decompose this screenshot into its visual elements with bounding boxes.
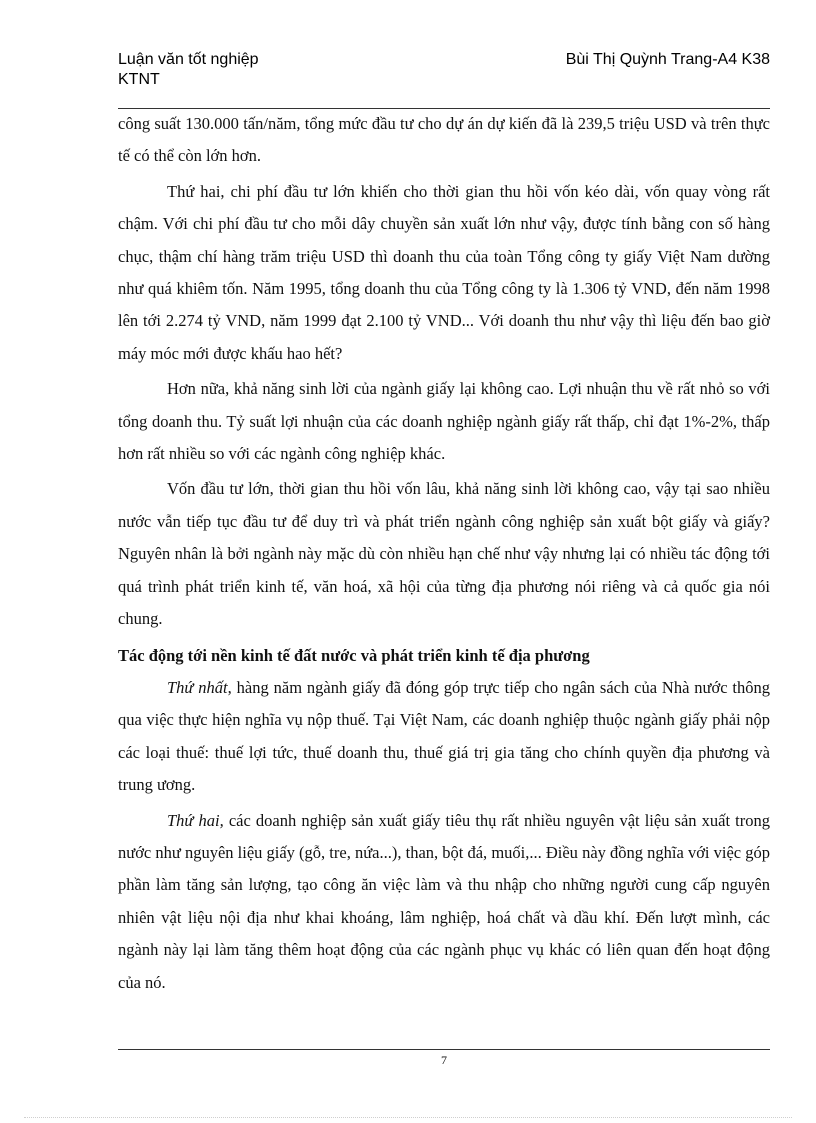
footer-divider <box>118 1049 770 1050</box>
header-title: Luận văn tốt nghiệp <box>118 51 259 68</box>
header-left <box>118 50 259 90</box>
paragraph-first-impact <box>118 672 770 802</box>
page-edge-dots <box>24 1117 792 1118</box>
paragraph-second-impact <box>118 805 770 999</box>
paragraph-profitability: Hơn nữa, khả năng sinh lời của ngành giấy lại không cao. Lợi nhuận thu về rất nhỏ so với tổng doanh thu. Tỷ suất lợi nhuận của các doanh nghiệp ngành giấy rất thấp, chỉ đạt 1%-2%, thấp hơn rất nhiều so với các ngành công nghiệp khác. <box>118 379 770 464</box>
paragraph-reasons: Vốn đầu tư lớn, thời gian thu hồi vốn lâu, khả năng sinh lời không cao, vậy tại sao nhiều nước vẫn tiếp tục đầu tư để duy trì và phát triển ngành công nghiệp sản xuất bột giấy và giấy? Nguyên nhân là bởi ngành này mặc dù còn nhiều hạn chế như vậy nhưng lại có nhiều tác động tới quá trình phát triển kinh tế, văn hoá, xã hội của từng địa phương nói riêng và cả quốc gia nói chung. <box>118 479 770 629</box>
section-heading: Tác động tới nền kinh tế đất nước và phát triển kinh tế địa phương <box>118 645 590 665</box>
document-body <box>118 108 770 999</box>
header-subtitle: KTNT <box>118 71 160 88</box>
header-author: Bùi Thị Quỳnh Trang-A4 K38 <box>565 51 770 68</box>
paragraph-second-impact-text: các doanh nghiệp sản xuất giấy tiêu thụ rất nhiều nguyên vật liệu sản xuất trong nước như nguyên liệu giấy (gỗ, tre, nứa...), than, bột đá, muối,... Điều này đồng nghĩa với việc góp phần làm tăng sản lượng, tạo công ăn việc làm và thu nhập cho những người cung cấp nguyên nhiên vật liệu nội địa như khai khoáng, lâm nghiệp, hoá chất và dầu khí. Đến lượt mình, các ngành này lại làm tăng thêm hoạt động của các ngành phục vụ khác có liên quan đến hoạt động của nó. <box>118 810 770 992</box>
paragraph-first-impact-text: , hàng năm ngành giấy đã đóng góp trực tiếp cho ngân sách của Nhà nước thông qua việc thực hiện nghĩa vụ nộp thuế. Tại Việt Nam, các doanh nghiệp thuộc ngành giấy phải nộp các loại thuế: thuế lợi tức, thuế doanh thu, thuế giá trị gia tăng cho chính quyền địa phương và trung ương. <box>118 677 770 795</box>
paragraph-first-impact-lead: Thứ nhất <box>167 677 228 697</box>
paragraph-second-point: Thứ hai, chi phí đầu tư lớn khiến cho thời gian thu hồi vốn kéo dài, vốn quay vòng rất chậm. Với chi phí đầu tư cho mỗi dây chuyền sản xuất lớn như vậy, được tính bằng con số hàng chục, thậm chí hàng trăm triệu USD thì doanh thu của toàn Tổng công ty giấy Việt Nam dường như quá khiêm tốn. Năm 1995, tổng doanh thu của Tổng công ty là 1.306 tỷ VND, đến năm 1998 lên tới 2.274 tỷ VND, năm 1999 đạt 2.100 tỷ VND... Với doanh thu như vậy thì liệu đến bao giờ máy móc mới được khấu hao hết? <box>118 181 770 363</box>
paragraph-second-impact-lead: Thứ hai, <box>167 810 224 830</box>
page-number: 7 <box>441 1053 447 1067</box>
paragraph-continuation: công suất 130.000 tấn/năm, tổng mức đầu tư cho dự án dự kiến đã là 239,5 triệu USD và trên thực tế có thể còn lớn hơn. <box>118 114 770 166</box>
